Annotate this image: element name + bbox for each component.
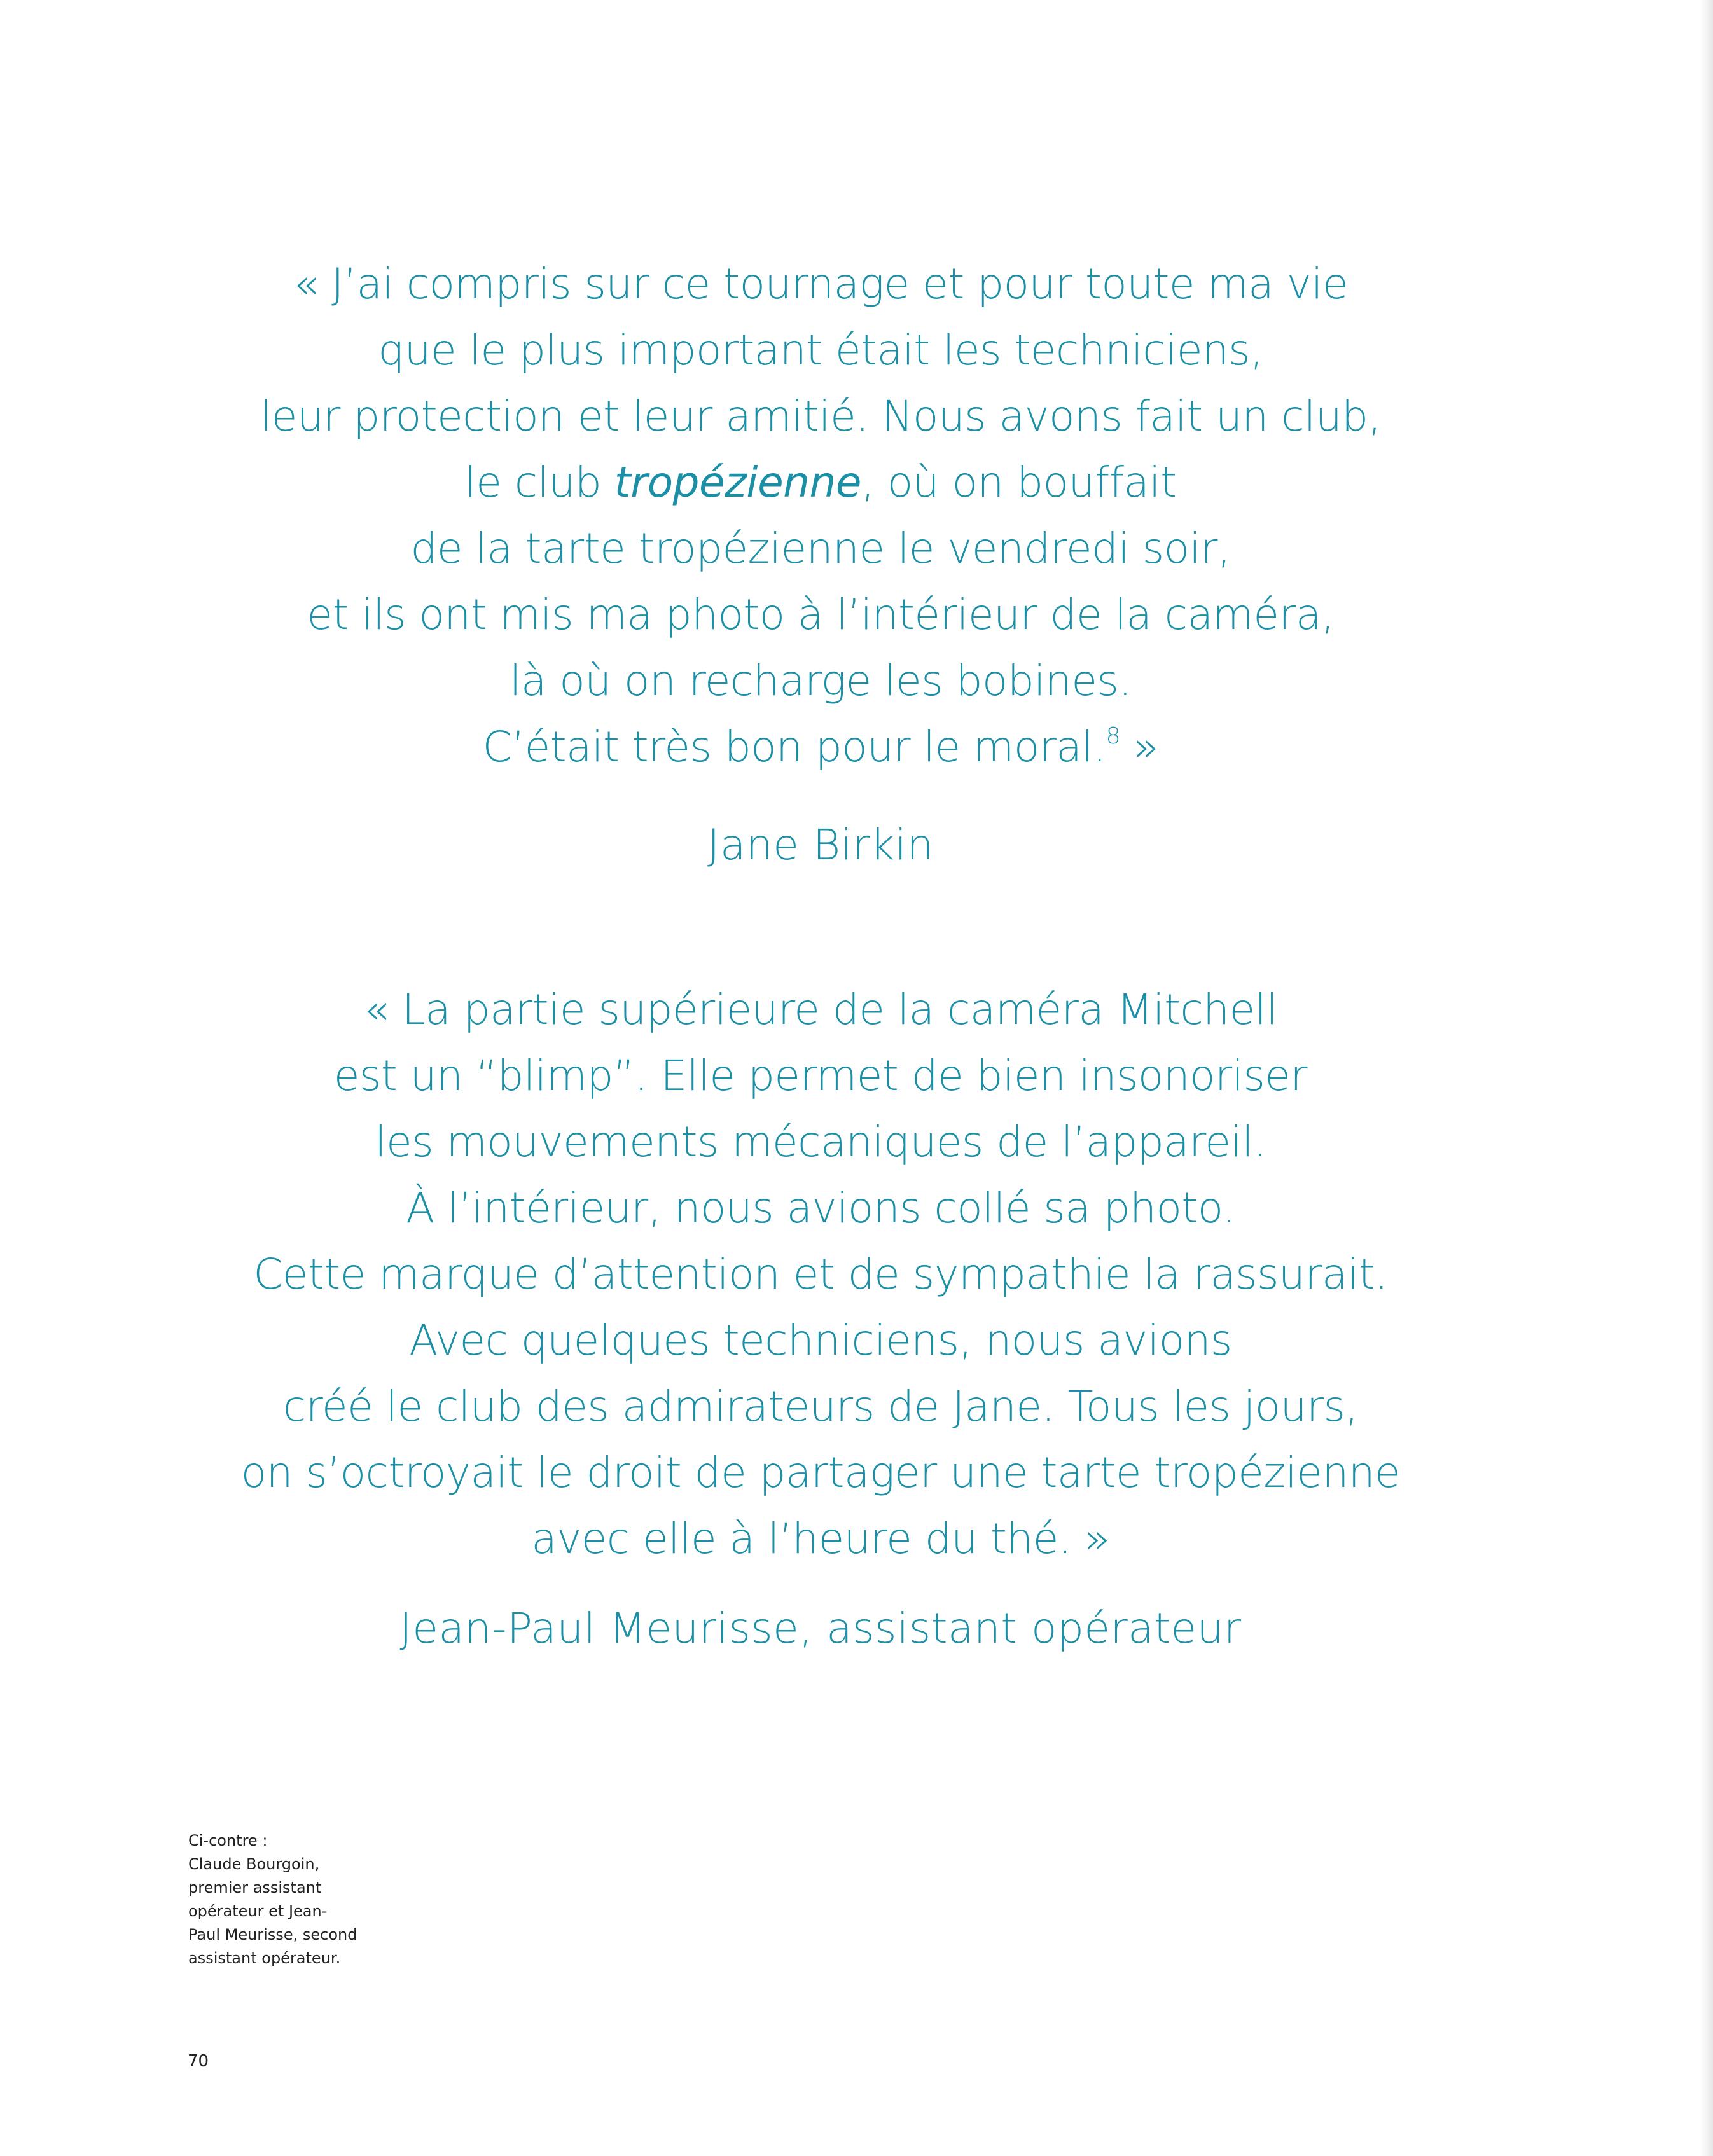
quote-line: est un “blimp”. Elle permet de bien insonoriser [333, 1051, 1308, 1100]
quote-line: les mouvements mécaniques de l’appareil. [375, 1117, 1266, 1166]
quote-line: on s’octroyait le droit de partager une tarte tropézienne [240, 1448, 1401, 1497]
quote-jane-birkin [0, 251, 1641, 780]
page-gutter-shadow [1699, 0, 1713, 2156]
quote-line: Cette marque d’attention et de sympathie la rassurait. [253, 1250, 1388, 1299]
caption-line: opérateur et Jean- [188, 1902, 328, 1920]
quote-author: Jean-Paul Meurisse, assistant opérateur [399, 1604, 1242, 1653]
page-number: 70 [188, 2052, 209, 2071]
quote-line: là où on recharge les bobines. [510, 656, 1132, 705]
quote-line-italic: tropézienne [614, 458, 861, 507]
caption-line: Ci-contre : [188, 1832, 268, 1849]
quote-line-text: C’était très bon pour le moral. [482, 722, 1106, 771]
quote-line: de la tarte tropézienne le vendredi soir, [410, 524, 1231, 573]
quote-line: À l’intérieur, nous avions collé sa photo. [406, 1184, 1235, 1233]
caption-line: Claude Bourgoin, [188, 1855, 320, 1873]
quote-line: et ils ont mis ma photo à l’intérieur de la caméra, [307, 590, 1335, 639]
quote-line: avec elle à l’heure du thé. » [531, 1514, 1110, 1563]
quote-line: créé le club des admirateurs de Jane. Tous les jours, [283, 1382, 1358, 1431]
caption-line: assistant opérateur. [188, 1949, 341, 1967]
quote-line [0, 450, 1641, 516]
quote-line: Avec quelques techniciens, nous avions [409, 1316, 1232, 1365]
quote-line: « La partie supérieure de la caméra Mitchell [363, 985, 1278, 1034]
quote-jean-paul-meurisse [0, 977, 1641, 1572]
quote-line-text: » [1120, 722, 1159, 771]
caption-line: premier assistant [188, 1879, 322, 1897]
quote-line-text: , où on bouffait [861, 458, 1177, 507]
footnote-marker: 8 [1106, 723, 1121, 749]
photo-caption [188, 1829, 379, 1970]
quote-line-text: le club [464, 458, 614, 507]
quote-line: « J’ai compris sur ce tournage et pour toute ma vie [293, 259, 1349, 308]
quote-line [0, 714, 1641, 780]
quote-author: Jane Birkin [707, 820, 934, 869]
quote-line: que le plus important était les techniciens, [378, 326, 1263, 375]
quote-line: leur protection et leur amitié. Nous avons fait un club, [260, 392, 1382, 441]
caption-line: Paul Meurisse, second [188, 1926, 357, 1944]
